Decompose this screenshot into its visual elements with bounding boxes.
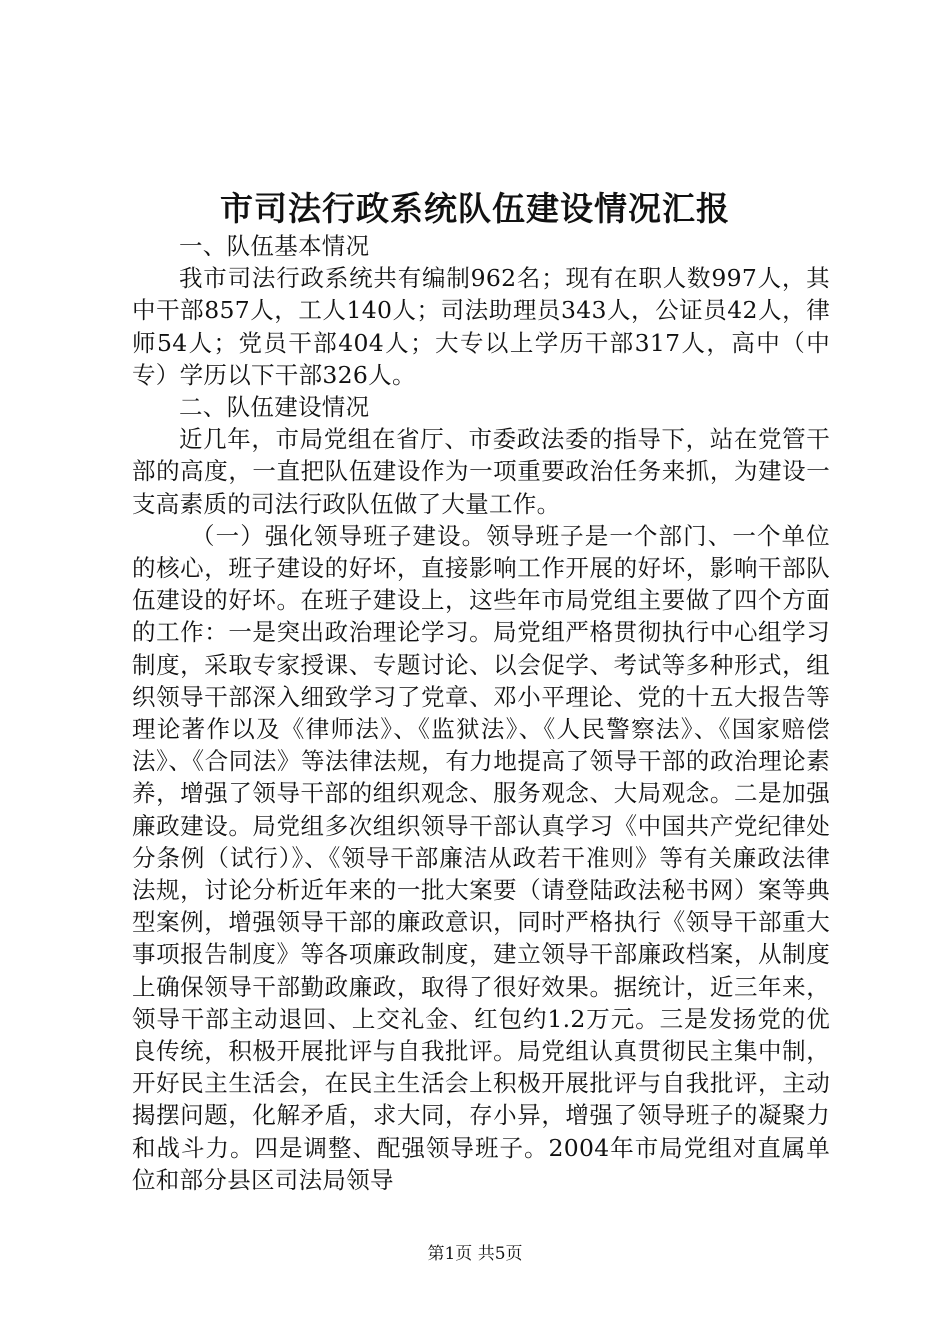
paragraph-team-building-intro: 近几年，市局党组在省厅、市委政法委的指导下，站在党管干部的高度，一直把队伍建设作为一项重要政治任务来抓，为建设一支高素质的司法行政队伍做了大量工作。 [132, 425, 830, 518]
paragraph-basic-info: 我市司法行政系统共有编制962名；现有在职人数997人，其中干部857人，工人140人；司法助理员343人，公证员42人，律师54人；党员干部404人；大专以上学历干部317人，高中（中专）学历以下干部326人。 [132, 264, 830, 389]
section-heading-team-building: 二、队伍建设情况 [179, 393, 370, 422]
page-number-footer: 第1页 共5页 [427, 1244, 523, 1264]
document-title: 市司法行政系统队伍建设情况汇报 [220, 189, 730, 228]
document-body [132, 230, 830, 1196]
paragraph-leadership-building: （一）强化领导班子建设。领导班子是一个部门、一个单位的核心，班子建设的好坏，直接影响工作开展的好坏，影响干部队伍建设的好坏。在班子建设上，这些年市局党组主要做了四个方面的工作：一是突出政治理论学习。局党组严格贯彻执行中心组学习制度，采取专家授课、专题讨论、以会促学、考试等多种形式，组织领导干部深入细致学习了党章、邓小平理论、党的十五大报告等理论著作以及《律师法》、《监狱法》、《人民警察法》、《国家赔偿法》、《合同法》等法律法规，有力地提高了领导干部的政治理论素养，增强了领导干部的组织观念、服务观念、大局观念。二是加强廉政建设。局党组多次组织领导干部认真学习《中国共产党纪律处分条例（试行）》、《领导干部廉洁从政若干准则》等有关廉政法律法规，讨论分析近年来的一批大案要（请登陆政法秘书网）案等典型案例，增强领导干部的廉政意识，同时严格执行《领导干部重大事项报告制度》等各项廉政制度，建立领导干部廉政档案，从制度上确保领导干部勤政廉政，取得了很好效果。据统计，近三年来，领导干部主动退回、上交礼金、红包约1.2万元。三是发扬党的优良传统，积极开展批评与自我批评。局党组认真贯彻民主集中制，开好民主生活会，在民主生活会上积极开展批评与自我批评，主动揭摆问题，化解矛盾，求大同，存小异，增强了领导班子的凝聚力和战斗力。四是调整、配强领导班子。2004年市局党组对直属单位和部分县区司法局领导 [132, 521, 830, 1194]
section-heading-basic-info: 一、队伍基本情况 [179, 232, 370, 260]
